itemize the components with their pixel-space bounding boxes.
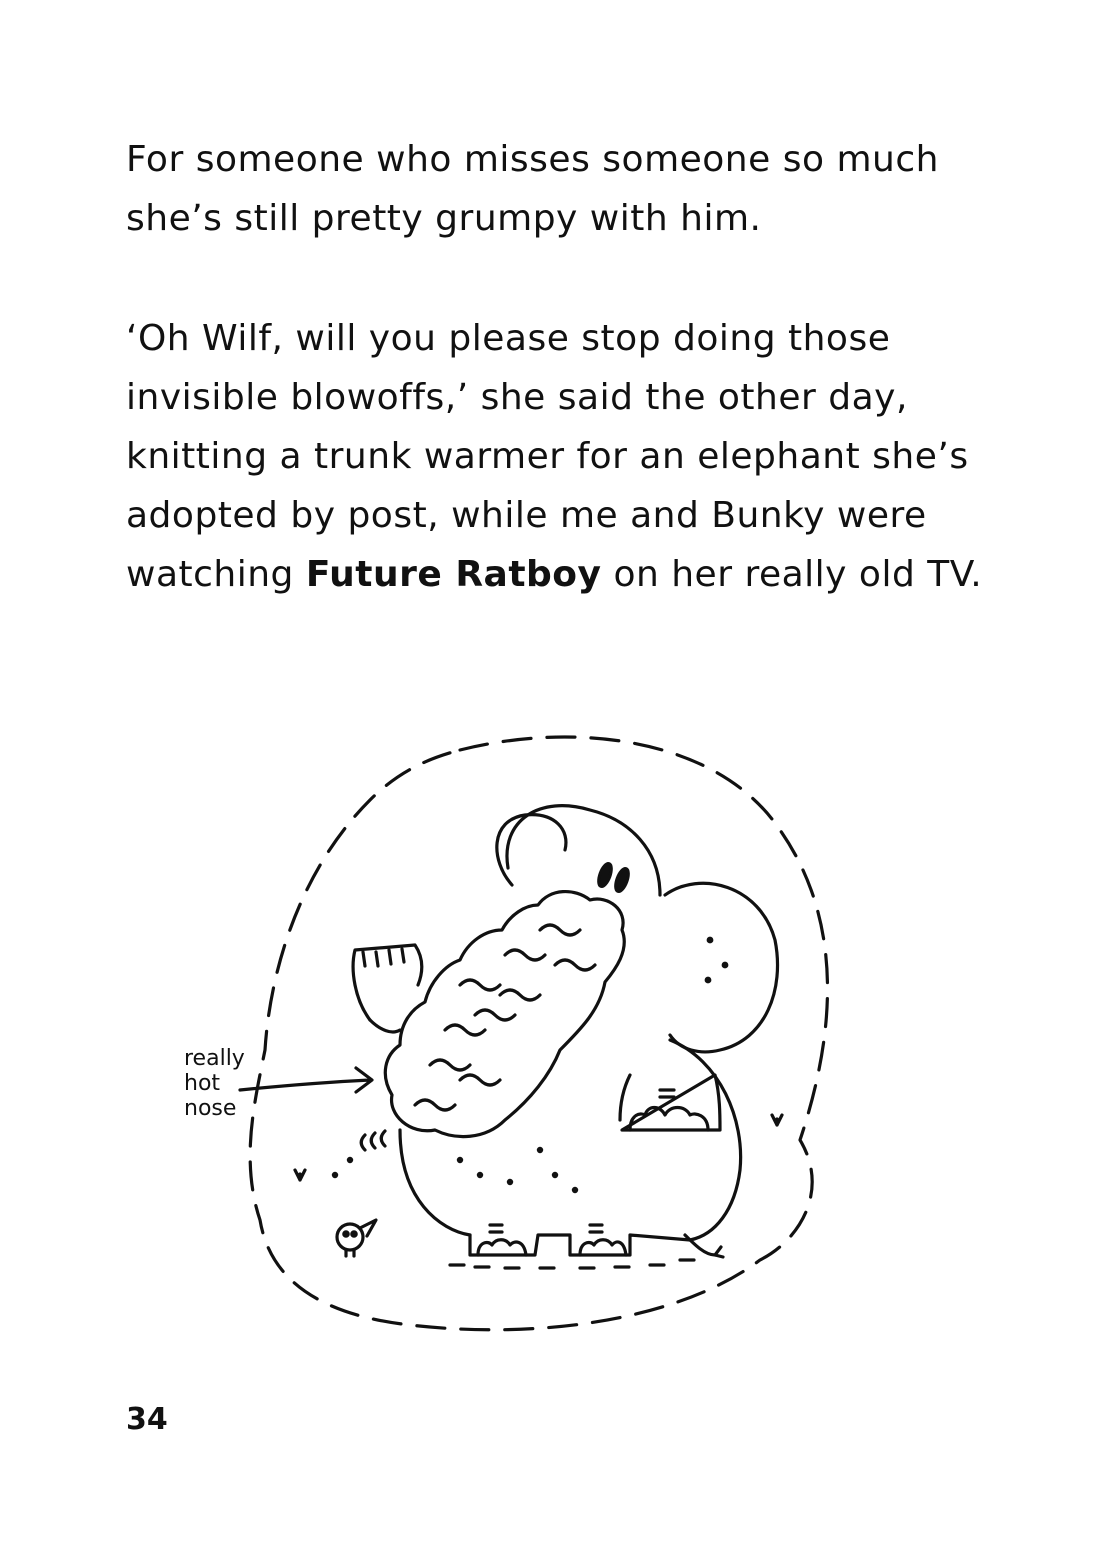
paragraph-2 (126, 309, 986, 604)
elephant-body (400, 1040, 741, 1240)
paragraph-1: For someone who misses someone so much she’s still pretty grumpy with him. (126, 139, 939, 239)
caption-line-3: nose (184, 1096, 237, 1121)
show-title: Future Ratboy (305, 554, 602, 595)
elephant-eye-left (596, 862, 614, 888)
caption-line-2: hot (184, 1071, 221, 1096)
elephant-right-ear (665, 883, 778, 1052)
elephant-eye-right (613, 867, 631, 893)
elephant-illustration (160, 720, 880, 1360)
paragraph-2-text-end: on her really old TV. (601, 554, 983, 595)
page-number: 34 (126, 1402, 168, 1437)
paragraph-2-text-start: ‘Oh Wilf, will you please stop doing those invisible blowoffs,’ she said the other day, knitting a trunk warmer for an elephant she’s adopted by post, while me and Bunky were watching (126, 318, 969, 595)
illustration-caption (184, 1046, 245, 1121)
caption-line-1: really (184, 1046, 245, 1071)
elephant-head (507, 806, 660, 895)
